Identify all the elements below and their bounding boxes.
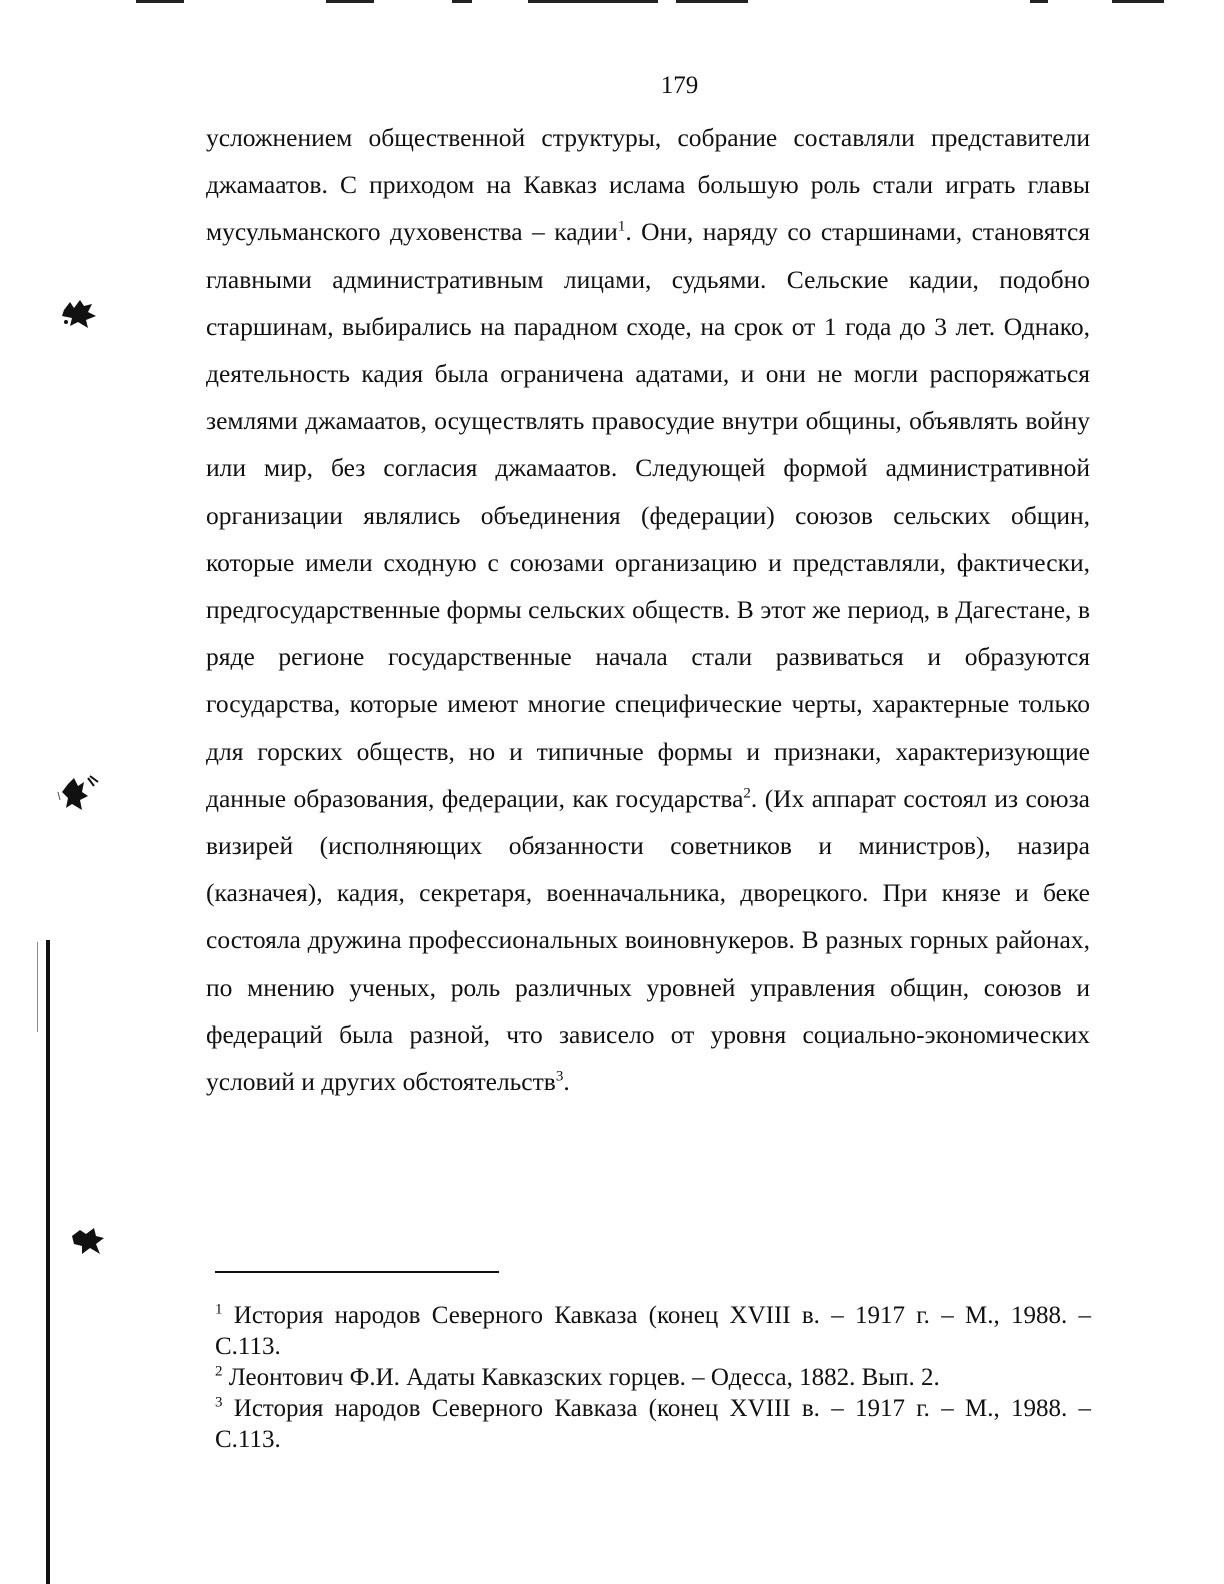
- footnote-2: [215, 1362, 1091, 1393]
- footnote-ref-2: 2: [743, 785, 751, 802]
- footnote-text: История народов Северного Кавказа (конец XVIII в. – 1917 г. – М., 1988. – С.113.: [215, 1395, 1091, 1453]
- footnote-separator: [215, 1271, 499, 1273]
- footnote-ref-1: 1: [617, 218, 626, 235]
- ink-blot-icon: [58, 296, 98, 332]
- text-segment: . Они, наряду со старшинами, становятся главными административным лицами, судьями. Сельские кадии, подобно старшинам, выбирались на парадном сходе, на срок от 1 года до 3 лет. Однако, деятельность кадия была ограничена адатами, и они не могли распоряжаться землями джамаатов, осуществлять правосудие внутри общины, объявлять войну или мир, без согласия джамаатов. Следующей формой административной организации являлись объединения (федерации) союзов сельских общин, которые имели сходную с союзами организацию и представляли, фактически, предгосударственные формы сельских обществ. В этот же период, в Дагестане, в ряде регионе государственные начала стали развиваться и образуются государства, которые имеют многие специфические черты, характерные только для горских обществ, но и типичные формы и признаки, характеризующие данные образования, федерации, как государства: [206, 217, 1090, 813]
- ink-blot-icon: [54, 774, 100, 814]
- ink-blot-icon: [68, 1226, 108, 1258]
- footnote-3: [215, 1393, 1091, 1455]
- page-number: 179: [660, 72, 699, 99]
- text-segment: . (Их аппарат состоял из союза визирей (исполняющих обязанности советников и министров), назира (казначея), кадия, секретаря, военначальника, дворецкого. При князе и беке состояла дружина профессиональных воиновнукеров. В разных горных районах, по мнению ученых, роль различных уровней управления общин, союзов и федераций была разной, что зависело от уровня социально-экономических условий и других обстоятельств: [206, 783, 1090, 1097]
- text-segment: усложнением общественной структуры, собрание составляли представители джамаатов. С приходом на Кавказ ислама большую роль стали играть главы мусульманского духовенства – кадии: [206, 123, 1090, 247]
- footnote-text: Леонтович Ф.И. Адаты Кавказских горцев. – Одесса, 1882. Вып. 2.: [222, 1364, 940, 1391]
- footnote-mark: 1: [215, 1301, 223, 1318]
- footnote-1: [215, 1300, 1091, 1362]
- footnotes: [215, 1300, 1091, 1455]
- scan-top-edge-marks: [0, 0, 1224, 8]
- scan-binding-edge: [46, 940, 50, 1584]
- footnote-mark: 2: [215, 1363, 223, 1380]
- footnote-ref-3: 3: [555, 1068, 564, 1085]
- text-segment: .: [563, 1067, 570, 1097]
- footnote-mark: 3: [215, 1394, 223, 1411]
- main-paragraph: [206, 114, 1090, 1105]
- footnote-text: История народов Северного Кавказа (конец XVIII в. – 1917 г. – М., 1988. – С.113.: [215, 1302, 1091, 1360]
- scan-thin-line: [37, 942, 38, 1032]
